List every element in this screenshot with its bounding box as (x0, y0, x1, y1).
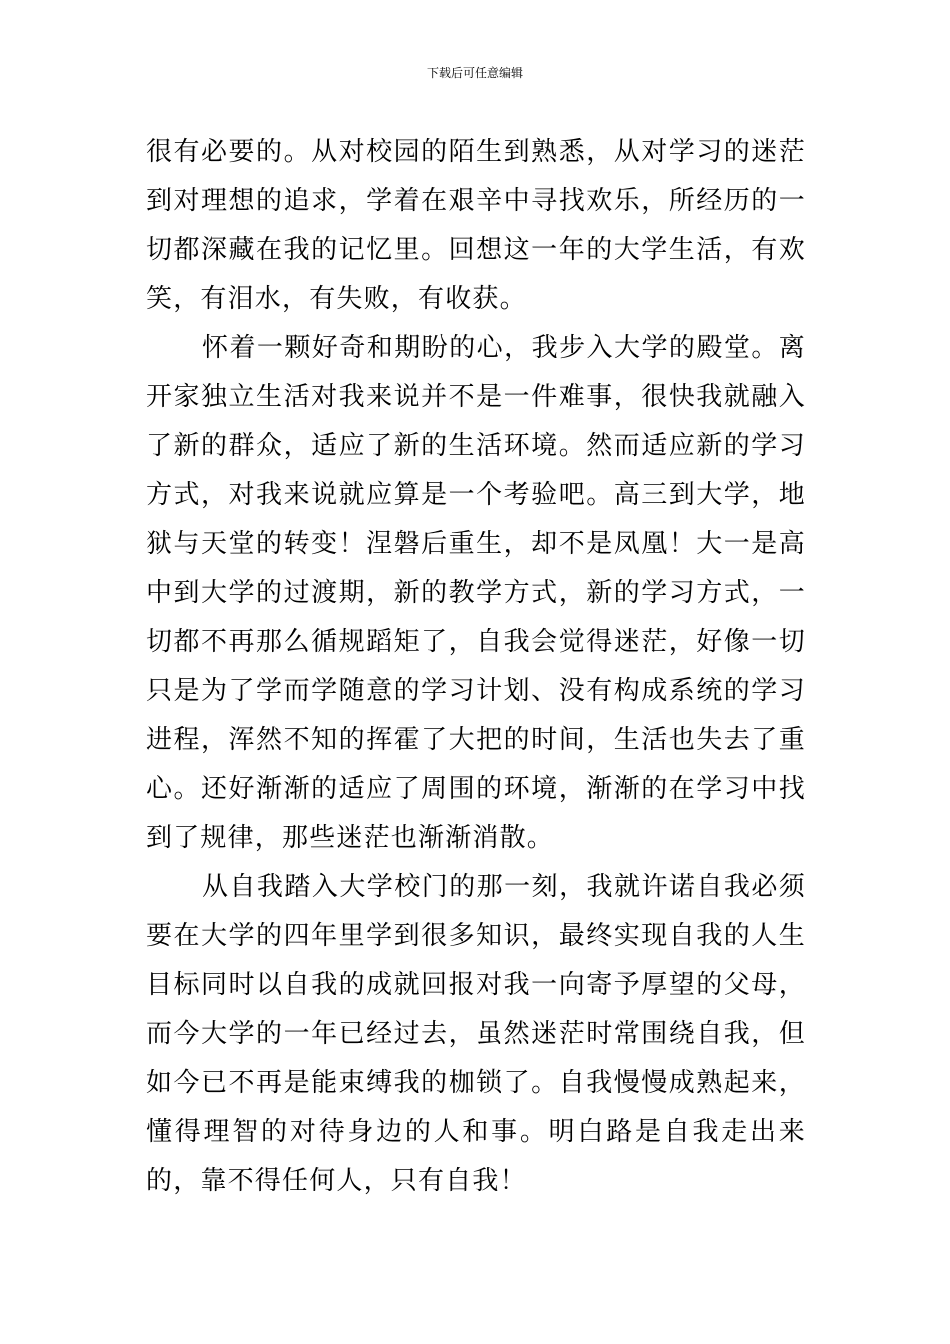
body-text (146, 128, 806, 1206)
paragraph-2: 怀着一颗好奇和期盼的心，我步入大学的殿堂。离开家独立生活对我来说并不是一件难事，很快我就融入了新的群众，适应了新的生活环境。然而适应新的学习方式，对我来说就应算是一个考验吧。高三到大学，地狱与天堂的转变！涅磐后重生，却不是凤凰！大一是高中到大学的过渡期，新的教学方式，新的学习方式，一切都不再那么循规蹈矩了，自我会觉得迷茫，好像一切只是为了学而学随意的学习计划、没有构成系统的学习进程，浑然不知的挥霍了大把的时间，生活也失去了重心。还好渐渐的适应了周围的环境，渐渐的在学习中找到了规律，那些迷茫也渐渐消散。 (146, 333, 806, 853)
page-header: 下载后可任意编辑 (426, 66, 523, 80)
paragraph-3: 从自我踏入大学校门的那一刻，我就许诺自我必须要在大学的四年里学到很多知识，最终实现自我的人生目标同时以自我的成就回报对我一向寄予厚望的父母，而今大学的一年已经过去，虽然迷茫时常围绕自我，但如今已不再是能束缚我的枷锁了。自我慢慢成熟起来，懂得理智的对待身边的人和事。明白路是自我走出来的，靠不得任何人，只有自我！ (146, 872, 806, 1196)
paragraph-1: 很有必要的。从对校园的陌生到熟悉，从对学习的迷茫到对理想的追求，学着在艰辛中寻找欢乐，所经历的一切都深藏在我的记忆里。回想这一年的大学生活，有欢笑，有泪水，有失败，有收获。 (146, 137, 806, 314)
